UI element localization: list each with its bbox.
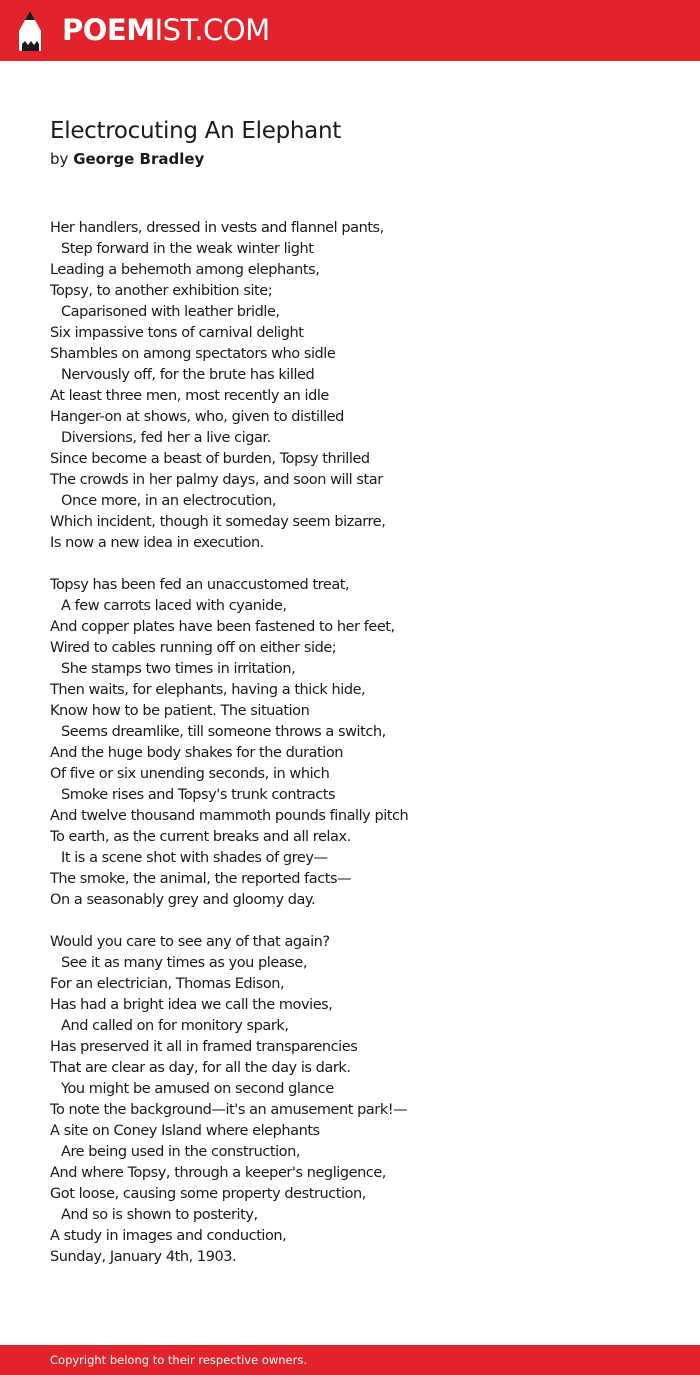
poem-line: And called on for monitory spark, — [61, 1018, 289, 1034]
poem-line: That are clear as day, for all the day is dark. — [50, 1060, 351, 1076]
poem-line: The crowds in her palmy days, and soon will star — [50, 472, 383, 488]
poem-stanza — [50, 218, 670, 554]
poem-line: Once more, in an electrocution, — [61, 493, 277, 509]
pencil-tip-icon[interactable] — [17, 10, 43, 52]
site-logo[interactable] — [62, 12, 270, 48]
poem-stanza — [50, 575, 670, 911]
poem-line: The smoke, the animal, the reported facts— — [50, 871, 352, 887]
poem-stanza — [50, 932, 670, 1268]
poem-line: Shambles on among spectators who sidle — [50, 346, 336, 362]
poem-line: Seems dreamlike, till someone throws a switch, — [61, 724, 386, 740]
poem-line: Has had a bright idea we call the movies, — [50, 997, 333, 1013]
logo-text-light: IST.COM — [154, 13, 270, 47]
poem-line: She stamps two times in irritation, — [61, 661, 296, 677]
poem-line: Smoke rises and Topsy's trunk contracts — [61, 787, 336, 803]
byline-label: by — [50, 150, 69, 168]
poem-line: And so is shown to posterity, — [61, 1207, 258, 1223]
poem-line: Diversions, fed her a live cigar. — [61, 430, 271, 446]
poem-line: It is a scene shot with shades of grey— — [61, 850, 328, 866]
poem-line: Leading a behemoth among elephants, — [50, 262, 320, 278]
poem-line: On a seasonably grey and gloomy day. — [50, 892, 316, 908]
poem-line: Wired to cables running off on either side; — [50, 640, 337, 656]
poem-line: To note the background—it's an amusement park!— — [50, 1102, 408, 1118]
poem-line: Her handlers, dressed in vests and flannel pants, — [50, 220, 384, 236]
poem-line: You might be amused on second glance — [61, 1081, 334, 1097]
poem-line: A site on Coney Island where elephants — [50, 1123, 320, 1139]
poem-byline — [50, 149, 204, 169]
poem-line: Are being used in the construction, — [61, 1144, 300, 1160]
site-header — [0, 0, 700, 61]
poem-line: And where Topsy, through a keeper's negligence, — [50, 1165, 386, 1181]
poem-line: Topsy has been fed an unaccustomed treat, — [50, 577, 350, 593]
poem-line: And copper plates have been fastened to her feet, — [50, 619, 395, 635]
poem-line: For an electrician, Thomas Edison, — [50, 976, 285, 992]
poem-line: Of five or six unending seconds, in which — [50, 766, 330, 782]
poem-title: Electrocuting An Elephant — [50, 118, 341, 144]
poem-line: At least three men, most recently an idle — [50, 388, 329, 404]
poem-line: And twelve thousand mammoth pounds finally pitch — [50, 808, 409, 824]
logo-text-bold: POEM — [62, 13, 155, 47]
poem-line: Has preserved it all in framed transparencies — [50, 1039, 358, 1055]
poem-line: Then waits, for elephants, having a thick hide, — [50, 682, 366, 698]
site-footer — [0, 1345, 700, 1375]
poem-line: Since become a beast of burden, Topsy thrilled — [50, 451, 370, 467]
poem-author: George Bradley — [73, 150, 205, 168]
poem-line: Is now a new idea in execution. — [50, 535, 264, 551]
poem-line: Step forward in the weak winter light — [61, 241, 314, 257]
poem-line: Know how to be patient. The situation — [50, 703, 310, 719]
poem-line: Nervously off, for the brute has killed — [61, 367, 315, 383]
poem-body — [50, 218, 670, 1289]
poem-line: Would you care to see any of that again? — [50, 934, 330, 950]
poem-line: See it as many times as you please, — [61, 955, 308, 971]
poem-line: And the huge body shakes for the duration — [50, 745, 344, 761]
poem-line: Sunday, January 4th, 1903. — [50, 1249, 237, 1265]
copyright-notice: Copyright belong to their respective owners. — [50, 1353, 308, 1367]
poem-line: A study in images and conduction, — [50, 1228, 287, 1244]
poem-line: To earth, as the current breaks and all relax. — [50, 829, 351, 845]
poem-line: Six impassive tons of carnival delight — [50, 325, 304, 341]
poem-line: Topsy, to another exhibition site; — [50, 283, 273, 299]
poem-line: A few carrots laced with cyanide, — [61, 598, 287, 614]
poem-line: Which incident, though it someday seem bizarre, — [50, 514, 386, 530]
poem-line: Caparisoned with leather bridle, — [61, 304, 280, 320]
poem-line: Got loose, causing some property destruction, — [50, 1186, 366, 1202]
poem-line: Hanger-on at shows, who, given to distilled — [50, 409, 344, 425]
